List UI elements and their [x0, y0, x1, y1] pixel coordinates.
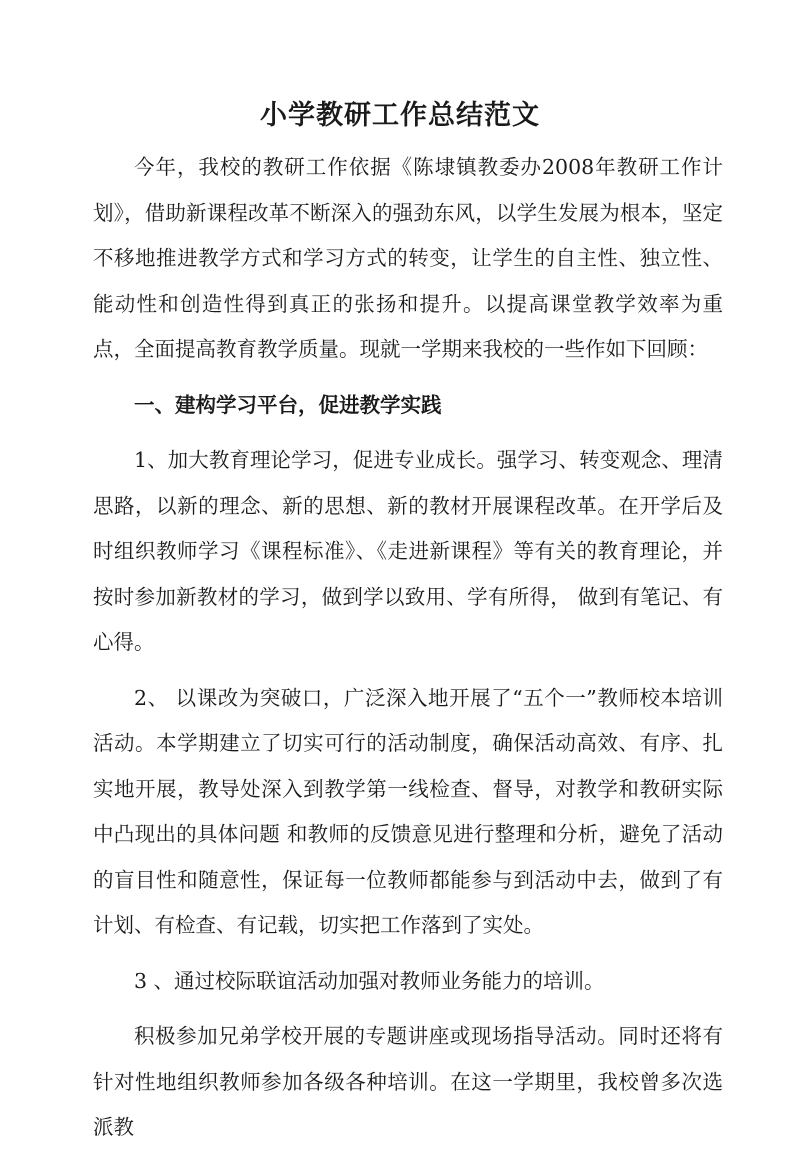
section-heading-1: 一、建构学习平台，促进教学实践 — [134, 392, 442, 417]
paragraph-theory-study: 1、加大教育理论学习，促进专业成长。强学习、转变观念、理清思路，以新的理念、新的思想、新的教材开展课程改革。在开学后及时组织教师学习《课程标准》、《走进新课程》等有关的教育理论，并按时参加新教材的学习，做到学以致用、学有所得， 做到有笔记、有心得。 — [93, 448, 723, 654]
paragraph-inter-school: 3 、通过校际联谊活动加强对教师业务能力的培训。 — [134, 968, 605, 993]
document-body — [93, 145, 723, 1161]
intro-paragraph: 今年，我校的教研工作依据《陈埭镇教委办2008年教研工作计划》，借助新课程改革不断深入的强劲东风，以学生发展为根本，坚定不移地推进教学方式和学习方式的转变，让学生的自主性、独立性、能动性和创造性得到真正的张扬和提升。以提高课堂教学效率为重点，全面提高教育教学质量。现就一学期来我校的一些作如下回顾： — [93, 155, 723, 361]
paragraph-curriculum-reform: 2、 以课改为突破口，广泛深入地开展了“五个一”教师校本培训活动。本学期建立了切实可行的活动制度，确保活动高效、有序、扎实地开展，教导处深入到教学第一线检查、督导，对教学和教研实际中凸现出的具体问题 和教师的反馈意见进行整理和分析，避免了活动的盲目性和随意性，保证每一位教师都能参与到活动中去，做到了有计划、有检查、有记载，切实把工作落到了实处。 — [93, 685, 723, 937]
paragraph-training: 积极参加兄弟学校开展的专题讲座或现场指导活动。同时还将有针对性地组织教师参加各级各种培训。在这一学期里，我校曾多次选派教 — [93, 1024, 723, 1139]
document-title: 小学教研工作总结范文 — [260, 100, 540, 131]
